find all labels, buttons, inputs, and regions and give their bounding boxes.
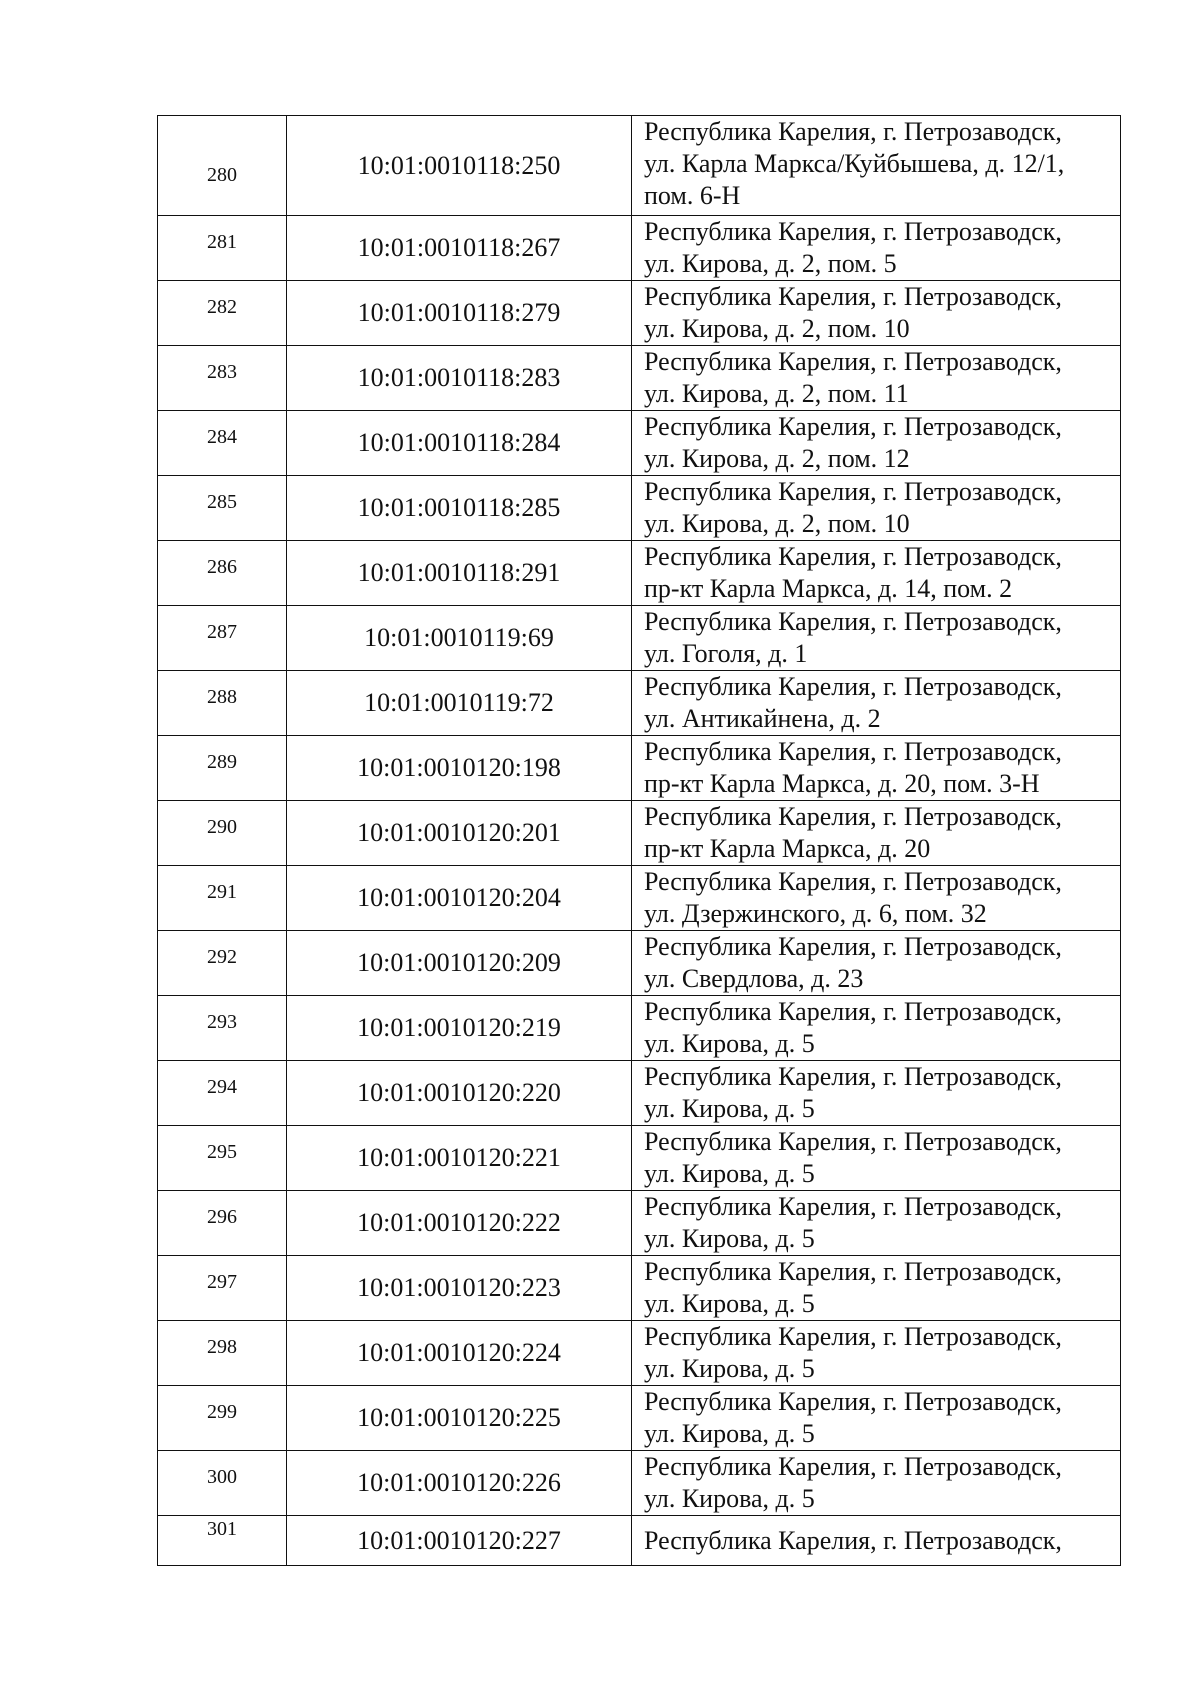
table-row xyxy=(158,866,1121,931)
table-row xyxy=(158,346,1121,411)
row-number-cell: 288 xyxy=(158,671,287,736)
address-cell xyxy=(632,1516,1121,1566)
address-cell xyxy=(632,671,1121,736)
address-cell xyxy=(632,216,1121,281)
address-line: Республика Карелия, г. Петрозаводск, xyxy=(644,412,1062,441)
address-line: ул. Кирова, д. 2, пом. 12 xyxy=(644,444,910,473)
address-line: пр-кт Карла Маркса, д. 14, пом. 2 xyxy=(644,574,1013,603)
address-cell xyxy=(632,1126,1121,1191)
row-number-cell: 297 xyxy=(158,1256,287,1321)
address-line: ул. Гоголя, д. 1 xyxy=(644,639,808,668)
row-number-cell: 294 xyxy=(158,1061,287,1126)
address-line: Республика Карелия, г. Петрозаводск, xyxy=(644,347,1062,376)
table-row xyxy=(158,736,1121,801)
address-line: ул. Карла Маркса/Куйбышева, д. 12/1, xyxy=(644,149,1065,178)
address-line: ул. Кирова, д. 5 xyxy=(644,1289,815,1318)
cadastral-number-cell: 10:01:0010120:209 xyxy=(287,931,632,996)
cadastral-number-cell: 10:01:0010120:201 xyxy=(287,801,632,866)
row-number-cell: 298 xyxy=(158,1321,287,1386)
table-row xyxy=(158,1256,1121,1321)
table-row xyxy=(158,216,1121,281)
address-cell xyxy=(632,1061,1121,1126)
cadastral-number-cell: 10:01:0010120:226 xyxy=(287,1451,632,1516)
address-line: ул. Кирова, д. 5 xyxy=(644,1419,815,1448)
address-cell xyxy=(632,411,1121,476)
address-line: ул. Дзержинского, д. 6, пом. 32 xyxy=(644,899,987,928)
row-number-cell: 293 xyxy=(158,996,287,1061)
cadastral-number-cell: 10:01:0010118:284 xyxy=(287,411,632,476)
row-number-cell: 290 xyxy=(158,801,287,866)
table-row xyxy=(158,671,1121,736)
address-line: ул. Кирова, д. 5 xyxy=(644,1354,815,1383)
table-row xyxy=(158,116,1121,216)
table-row xyxy=(158,931,1121,996)
address-cell xyxy=(632,1321,1121,1386)
address-line: Республика Карелия, г. Петрозаводск, xyxy=(644,1452,1062,1481)
cadastral-number-cell: 10:01:0010118:267 xyxy=(287,216,632,281)
address-line: Республика Карелия, г. Петрозаводск, xyxy=(644,282,1062,311)
cadastral-number-cell: 10:01:0010120:223 xyxy=(287,1256,632,1321)
property-registry-table xyxy=(157,115,1121,1566)
table-row xyxy=(158,996,1121,1061)
address-line: ул. Кирова, д. 2, пом. 10 xyxy=(644,314,910,343)
address-line: Республика Карелия, г. Петрозаводск, xyxy=(644,1257,1062,1286)
address-cell xyxy=(632,736,1121,801)
address-line: Республика Карелия, г. Петрозаводск, xyxy=(644,672,1062,701)
address-line: Республика Карелия, г. Петрозаводск, xyxy=(644,1322,1062,1351)
table-row xyxy=(158,1126,1121,1191)
cadastral-number-cell: 10:01:0010120:221 xyxy=(287,1126,632,1191)
address-line: Республика Карелия, г. Петрозаводск, xyxy=(644,802,1062,831)
cadastral-number-cell: 10:01:0010119:69 xyxy=(287,606,632,671)
address-cell xyxy=(632,541,1121,606)
cadastral-number-cell: 10:01:0010120:225 xyxy=(287,1386,632,1451)
address-cell xyxy=(632,281,1121,346)
address-cell xyxy=(632,1386,1121,1451)
cadastral-number-cell: 10:01:0010120:222 xyxy=(287,1191,632,1256)
cadastral-number-cell: 10:01:0010119:72 xyxy=(287,671,632,736)
address-line: Республика Карелия, г. Петрозаводск, xyxy=(644,1192,1062,1221)
address-line: ул. Кирова, д. 2, пом. 11 xyxy=(644,379,909,408)
row-number-cell: 285 xyxy=(158,476,287,541)
row-number-cell: 283 xyxy=(158,346,287,411)
row-number-cell: 291 xyxy=(158,866,287,931)
address-cell xyxy=(632,346,1121,411)
table-row xyxy=(158,1061,1121,1126)
table-row xyxy=(158,476,1121,541)
address-line: Республика Карелия, г. Петрозаводск, xyxy=(644,542,1062,571)
address-cell xyxy=(632,996,1121,1061)
address-cell xyxy=(632,1451,1121,1516)
address-cell xyxy=(632,606,1121,671)
table-row xyxy=(158,541,1121,606)
address-line: ул. Антикайнена, д. 2 xyxy=(644,704,881,733)
table-row xyxy=(158,801,1121,866)
address-line: Республика Карелия, г. Петрозаводск, xyxy=(644,1127,1062,1156)
cadastral-number-cell: 10:01:0010120:198 xyxy=(287,736,632,801)
address-line: Республика Карелия, г. Петрозаводск, xyxy=(644,1387,1062,1416)
table-row xyxy=(158,1451,1121,1516)
table-row xyxy=(158,1191,1121,1256)
address-line: ул. Свердлова, д. 23 xyxy=(644,964,864,993)
cadastral-number-cell: 10:01:0010120:227 xyxy=(287,1516,632,1566)
cadastral-number-cell: 10:01:0010120:204 xyxy=(287,866,632,931)
row-number-cell: 299 xyxy=(158,1386,287,1451)
cadastral-number-cell: 10:01:0010118:250 xyxy=(287,116,632,216)
address-line: ул. Кирова, д. 2, пом. 10 xyxy=(644,509,910,538)
address-line: Республика Карелия, г. Петрозаводск, xyxy=(644,217,1062,246)
cadastral-number-cell: 10:01:0010120:224 xyxy=(287,1321,632,1386)
row-number-cell: 287 xyxy=(158,606,287,671)
address-line: ул. Кирова, д. 5 xyxy=(644,1094,815,1123)
row-number-cell: 289 xyxy=(158,736,287,801)
table-row xyxy=(158,606,1121,671)
row-number-cell: 300 xyxy=(158,1451,287,1516)
address-cell xyxy=(632,476,1121,541)
address-cell xyxy=(632,116,1121,216)
table-row xyxy=(158,411,1121,476)
row-number-cell: 295 xyxy=(158,1126,287,1191)
address-cell xyxy=(632,1191,1121,1256)
address-line: пр-кт Карла Маркса, д. 20 xyxy=(644,834,931,863)
row-number-cell: 292 xyxy=(158,931,287,996)
address-cell xyxy=(632,931,1121,996)
address-line: пр-кт Карла Маркса, д. 20, пом. 3-Н xyxy=(644,769,1040,798)
address-line: Республика Карелия, г. Петрозаводск, xyxy=(644,477,1062,506)
table-row xyxy=(158,1321,1121,1386)
table-row xyxy=(158,281,1121,346)
row-number-cell: 282 xyxy=(158,281,287,346)
cadastral-number-cell: 10:01:0010120:219 xyxy=(287,996,632,1061)
row-number-cell: 301 xyxy=(158,1516,287,1566)
address-line: ул. Кирова, д. 2, пом. 5 xyxy=(644,249,897,278)
address-line: Республика Карелия, г. Петрозаводск, xyxy=(644,117,1062,146)
address-line: Республика Карелия, г. Петрозаводск, xyxy=(644,997,1062,1026)
row-number-cell: 280 xyxy=(158,116,287,216)
table-row xyxy=(158,1386,1121,1451)
address-line: ул. Кирова, д. 5 xyxy=(644,1159,815,1188)
address-line: ул. Кирова, д. 5 xyxy=(644,1029,815,1058)
cadastral-number-cell: 10:01:0010118:291 xyxy=(287,541,632,606)
address-line: Республика Карелия, г. Петрозаводск, xyxy=(644,867,1062,896)
address-line: ул. Кирова, д. 5 xyxy=(644,1484,815,1513)
row-number-cell: 286 xyxy=(158,541,287,606)
row-number-cell: 296 xyxy=(158,1191,287,1256)
address-cell xyxy=(632,1256,1121,1321)
address-line: пом. 6-Н xyxy=(644,181,741,210)
cadastral-number-cell: 10:01:0010118:283 xyxy=(287,346,632,411)
registry-table-body xyxy=(158,116,1121,1566)
address-cell xyxy=(632,801,1121,866)
address-line: Республика Карелия, г. Петрозаводск, xyxy=(644,932,1062,961)
cadastral-number-cell: 10:01:0010120:220 xyxy=(287,1061,632,1126)
row-number-cell: 284 xyxy=(158,411,287,476)
address-line: Республика Карелия, г. Петрозаводск, xyxy=(644,1062,1062,1091)
cadastral-number-cell: 10:01:0010118:285 xyxy=(287,476,632,541)
address-line: ул. Кирова, д. 5 xyxy=(644,1224,815,1253)
address-line: Республика Карелия, г. Петрозаводск, xyxy=(644,1526,1062,1555)
address-line: Республика Карелия, г. Петрозаводск, xyxy=(644,607,1062,636)
address-line: Республика Карелия, г. Петрозаводск, xyxy=(644,737,1062,766)
table-row xyxy=(158,1516,1121,1566)
row-number-cell: 281 xyxy=(158,216,287,281)
address-cell xyxy=(632,866,1121,931)
cadastral-number-cell: 10:01:0010118:279 xyxy=(287,281,632,346)
